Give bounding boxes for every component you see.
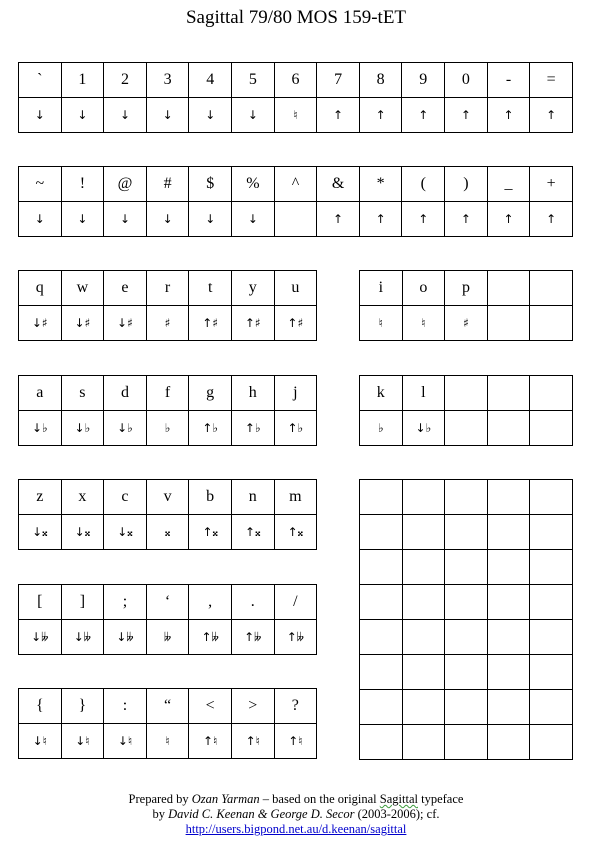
glyph-row bbox=[19, 98, 573, 133]
sagittal-glyph-cell: ♮ bbox=[360, 306, 403, 341]
key-cell: { bbox=[19, 689, 62, 724]
sagittal-glyph-cell: ↑𝄪 bbox=[274, 515, 317, 550]
glyph-row bbox=[19, 724, 317, 759]
empty-cell bbox=[360, 515, 403, 550]
glyph-row bbox=[19, 411, 317, 446]
sagittal-glyph-cell: ↑♮ bbox=[274, 724, 317, 759]
glyph-row bbox=[19, 306, 317, 341]
key-cell: a bbox=[19, 376, 62, 411]
key-table-kl bbox=[359, 375, 573, 446]
empty-cell bbox=[445, 515, 488, 550]
key-cell: = bbox=[530, 63, 573, 98]
sagittal-glyph-cell: ↑ bbox=[487, 202, 530, 237]
sagittal-glyph-cell: ↑ bbox=[317, 202, 360, 237]
empty-cell bbox=[445, 550, 488, 585]
sagittal-glyph-cell: ↓ bbox=[104, 202, 147, 237]
sagittal-glyph-cell: ♮ bbox=[402, 306, 445, 341]
empty-cell bbox=[445, 585, 488, 620]
empty-cell bbox=[360, 725, 403, 760]
key-cell: f bbox=[146, 376, 189, 411]
empty-cell bbox=[402, 725, 445, 760]
key-cell: y bbox=[231, 271, 274, 306]
sagittal-glyph-cell: ↑𝄪 bbox=[231, 515, 274, 550]
empty-cell bbox=[487, 655, 530, 690]
credit-suffix: typeface bbox=[418, 792, 464, 806]
key-cell: t bbox=[189, 271, 232, 306]
credit-prefix: Prepared by bbox=[128, 792, 192, 806]
key-cell: 9 bbox=[402, 63, 445, 98]
key-cell: ] bbox=[61, 585, 104, 620]
sagittal-glyph-cell bbox=[530, 306, 573, 341]
sagittal-glyph-cell: ♭ bbox=[146, 411, 189, 446]
empty-cell bbox=[360, 655, 403, 690]
key-row bbox=[19, 376, 317, 411]
key-row bbox=[19, 689, 317, 724]
creators-names: David C. Keenan & George D. Secor bbox=[168, 807, 355, 821]
key-cell bbox=[487, 376, 530, 411]
credit-dates: (2003-2006); cf. bbox=[354, 807, 440, 821]
typeface-name: Sagittal bbox=[379, 792, 418, 806]
key-cell: & bbox=[317, 167, 360, 202]
empty-row bbox=[360, 515, 573, 550]
key-cell bbox=[530, 376, 573, 411]
sagittal-glyph-cell: ↑ bbox=[530, 202, 573, 237]
key-cell: ) bbox=[445, 167, 488, 202]
sagittal-glyph-cell: ↑♮ bbox=[231, 724, 274, 759]
empty-cell bbox=[402, 515, 445, 550]
sagittal-glyph-cell: ↓𝄫 bbox=[104, 620, 147, 655]
sagittal-glyph-cell: ↓ bbox=[232, 98, 275, 133]
key-cell: * bbox=[359, 167, 402, 202]
sagittal-glyph-cell: ↑ bbox=[359, 98, 402, 133]
key-cell: i bbox=[360, 271, 403, 306]
key-cell: , bbox=[189, 585, 232, 620]
sagittal-glyph-cell: ♮ bbox=[146, 724, 189, 759]
empty-row bbox=[360, 655, 573, 690]
sagittal-glyph-cell: ↓𝄪 bbox=[19, 515, 62, 550]
sagittal-glyph-cell: ↑𝄫 bbox=[274, 620, 317, 655]
empty-cell bbox=[487, 585, 530, 620]
sagittal-glyph-cell: 𝄫 bbox=[146, 620, 189, 655]
sagittal-glyph-cell: ↑ bbox=[402, 202, 445, 237]
sagittal-glyph-cell: ↑ bbox=[402, 98, 445, 133]
empty-cell bbox=[487, 725, 530, 760]
key-cell: c bbox=[104, 480, 147, 515]
key-cell: + bbox=[530, 167, 573, 202]
key-cell: $ bbox=[189, 167, 232, 202]
sagittal-glyph-cell: ↑ bbox=[445, 202, 488, 237]
key-table-z-row bbox=[18, 479, 317, 550]
empty-cell bbox=[487, 690, 530, 725]
sagittal-glyph-cell: ↓♭ bbox=[402, 411, 445, 446]
empty-cell bbox=[402, 655, 445, 690]
key-cell: ‘ bbox=[146, 585, 189, 620]
page-title: Sagittal 79/80 MOS 159-tET bbox=[185, 7, 407, 28]
key-cell: ; bbox=[104, 585, 147, 620]
sagittal-glyph-cell: ↓ bbox=[61, 202, 104, 237]
empty-cell bbox=[530, 725, 573, 760]
credit-line-1 bbox=[0, 792, 592, 807]
key-cell: b bbox=[189, 480, 232, 515]
key-row bbox=[19, 63, 573, 98]
sagittal-glyph-cell: ↑♯ bbox=[274, 306, 317, 341]
key-table-number-row bbox=[18, 62, 573, 133]
key-row bbox=[19, 585, 317, 620]
key-cell: 6 bbox=[274, 63, 317, 98]
key-cell: l bbox=[402, 376, 445, 411]
sagittal-glyph-cell: ↑♭ bbox=[231, 411, 274, 446]
sagittal-glyph-cell: ♭ bbox=[360, 411, 403, 446]
sagittal-glyph-cell: ↓𝄫 bbox=[19, 620, 62, 655]
key-table-a-row bbox=[18, 375, 317, 446]
empty-cell bbox=[487, 480, 530, 515]
key-cell: ! bbox=[61, 167, 104, 202]
empty-cell bbox=[360, 585, 403, 620]
key-cell: s bbox=[61, 376, 104, 411]
sagittal-glyph-cell: ↑ bbox=[445, 98, 488, 133]
key-cell: . bbox=[231, 585, 274, 620]
key-table-bracket-row bbox=[18, 584, 317, 655]
sagittal-glyph-cell: ↓ bbox=[19, 98, 62, 133]
sagittal-glyph-cell bbox=[530, 411, 573, 446]
key-cell: / bbox=[274, 585, 317, 620]
sagittal-glyph-cell: ↑ bbox=[530, 98, 573, 133]
glyph-row bbox=[360, 411, 573, 446]
empty-row bbox=[360, 725, 573, 760]
sagittal-glyph-cell: ↑ bbox=[317, 98, 360, 133]
key-cell: 2 bbox=[104, 63, 147, 98]
empty-cell bbox=[445, 655, 488, 690]
empty-cell bbox=[487, 620, 530, 655]
sagittal-glyph-cell: ↓♭ bbox=[104, 411, 147, 446]
empty-cell bbox=[487, 550, 530, 585]
key-row bbox=[19, 480, 317, 515]
key-row bbox=[19, 271, 317, 306]
empty-cell bbox=[402, 550, 445, 585]
sagittal-glyph-cell: ↑♭ bbox=[274, 411, 317, 446]
key-cell: q bbox=[19, 271, 62, 306]
empty-cell bbox=[530, 480, 573, 515]
key-cell: - bbox=[487, 63, 530, 98]
sagittal-glyph-cell: ↑ bbox=[359, 202, 402, 237]
empty-row bbox=[360, 550, 573, 585]
key-cell: _ bbox=[487, 167, 530, 202]
key-cell: : bbox=[104, 689, 147, 724]
empty-cell bbox=[487, 515, 530, 550]
credit-by: by bbox=[152, 807, 169, 821]
key-row bbox=[19, 167, 573, 202]
credit-line-3 bbox=[0, 822, 592, 837]
key-cell: z bbox=[19, 480, 62, 515]
key-cell: j bbox=[274, 376, 317, 411]
key-cell: ? bbox=[274, 689, 317, 724]
sagittal-glyph-cell: ↑𝄫 bbox=[189, 620, 232, 655]
empty-grid bbox=[359, 479, 573, 760]
empty-row bbox=[360, 690, 573, 725]
sagittal-glyph-cell: ↓ bbox=[232, 202, 275, 237]
sagittal-url-link[interactable]: http://users.bigpond.net.au/d.keenan/sagittal bbox=[185, 822, 407, 836]
glyph-row bbox=[19, 515, 317, 550]
key-cell: v bbox=[146, 480, 189, 515]
empty-cell bbox=[445, 725, 488, 760]
key-row bbox=[360, 376, 573, 411]
empty-cell bbox=[530, 585, 573, 620]
key-cell bbox=[530, 271, 573, 306]
sagittal-glyph-cell: ♮ bbox=[274, 98, 317, 133]
sagittal-glyph-cell: ↓♯ bbox=[19, 306, 62, 341]
key-cell: h bbox=[231, 376, 274, 411]
sagittal-glyph-cell: ↓ bbox=[104, 98, 147, 133]
key-cell: r bbox=[146, 271, 189, 306]
key-cell: “ bbox=[146, 689, 189, 724]
key-cell: # bbox=[146, 167, 189, 202]
empty-row bbox=[360, 620, 573, 655]
sagittal-glyph-cell: ↑♭ bbox=[189, 411, 232, 446]
key-cell: ( bbox=[402, 167, 445, 202]
key-cell: 3 bbox=[146, 63, 189, 98]
key-cell: 1 bbox=[61, 63, 104, 98]
sagittal-glyph-cell: ♯ bbox=[146, 306, 189, 341]
key-row bbox=[360, 271, 573, 306]
empty-cell bbox=[530, 655, 573, 690]
sagittal-glyph-cell bbox=[487, 411, 530, 446]
sagittal-glyph-cell: 𝄪 bbox=[146, 515, 189, 550]
key-cell bbox=[445, 376, 488, 411]
sagittal-glyph-cell: ↓ bbox=[146, 202, 189, 237]
sagittal-glyph-cell: ↑𝄫 bbox=[231, 620, 274, 655]
key-cell: @ bbox=[104, 167, 147, 202]
key-cell: 4 bbox=[189, 63, 232, 98]
sagittal-glyph-cell: ↑ bbox=[487, 98, 530, 133]
key-cell: m bbox=[274, 480, 317, 515]
empty-cell bbox=[402, 690, 445, 725]
key-cell: d bbox=[104, 376, 147, 411]
key-cell bbox=[487, 271, 530, 306]
key-cell: < bbox=[189, 689, 232, 724]
empty-cell bbox=[360, 620, 403, 655]
empty-cell bbox=[402, 620, 445, 655]
key-cell: p bbox=[445, 271, 488, 306]
key-cell: ` bbox=[19, 63, 62, 98]
empty-cell bbox=[530, 515, 573, 550]
key-cell: o bbox=[402, 271, 445, 306]
key-cell: 7 bbox=[317, 63, 360, 98]
sagittal-glyph-cell: ↓ bbox=[189, 202, 232, 237]
empty-cell bbox=[530, 620, 573, 655]
key-cell: > bbox=[231, 689, 274, 724]
key-cell: [ bbox=[19, 585, 62, 620]
glyph-row bbox=[360, 306, 573, 341]
sagittal-glyph-cell: ↓♭ bbox=[19, 411, 62, 446]
empty-cell bbox=[445, 480, 488, 515]
sagittal-glyph-cell: ↓ bbox=[146, 98, 189, 133]
key-cell: 8 bbox=[359, 63, 402, 98]
key-table-brace-row bbox=[18, 688, 317, 759]
empty-cell bbox=[360, 480, 403, 515]
sagittal-glyph-cell bbox=[487, 306, 530, 341]
empty-cell bbox=[360, 550, 403, 585]
footer-credits bbox=[0, 792, 592, 837]
sagittal-glyph-cell: ↓ bbox=[61, 98, 104, 133]
empty-cell bbox=[445, 690, 488, 725]
empty-cell bbox=[402, 480, 445, 515]
empty-row bbox=[360, 585, 573, 620]
key-table-shift-number-row bbox=[18, 166, 573, 237]
sagittal-glyph-cell: ↓♮ bbox=[104, 724, 147, 759]
empty-cell bbox=[402, 585, 445, 620]
key-cell: ~ bbox=[19, 167, 62, 202]
key-cell: u bbox=[274, 271, 317, 306]
sagittal-glyph-cell: ↓♯ bbox=[61, 306, 104, 341]
author-name: Ozan Yarman bbox=[191, 792, 260, 806]
sagittal-glyph-cell bbox=[445, 411, 488, 446]
sagittal-glyph-cell: ↑𝄪 bbox=[189, 515, 232, 550]
empty-cell bbox=[530, 550, 573, 585]
credit-mid: – based on the original bbox=[259, 792, 380, 806]
key-cell: g bbox=[189, 376, 232, 411]
empty-cell bbox=[530, 690, 573, 725]
empty-cell bbox=[360, 690, 403, 725]
empty-row bbox=[360, 480, 573, 515]
glyph-row bbox=[19, 620, 317, 655]
sagittal-glyph-cell: ↓♮ bbox=[19, 724, 62, 759]
sagittal-glyph-cell: ↑♯ bbox=[231, 306, 274, 341]
glyph-row bbox=[19, 202, 573, 237]
sagittal-glyph-cell bbox=[274, 202, 317, 237]
sagittal-glyph-cell: ↑♯ bbox=[189, 306, 232, 341]
key-cell: 0 bbox=[445, 63, 488, 98]
key-cell: % bbox=[232, 167, 275, 202]
key-cell: ^ bbox=[274, 167, 317, 202]
sagittal-glyph-cell: ↓𝄪 bbox=[104, 515, 147, 550]
key-table-iop bbox=[359, 270, 573, 341]
key-cell: k bbox=[360, 376, 403, 411]
sagittal-glyph-cell: ↓♮ bbox=[61, 724, 104, 759]
key-cell: } bbox=[61, 689, 104, 724]
key-cell: w bbox=[61, 271, 104, 306]
sagittal-glyph-cell: ↓ bbox=[19, 202, 62, 237]
sagittal-glyph-cell: ↑♮ bbox=[189, 724, 232, 759]
sagittal-glyph-cell: ↓♭ bbox=[61, 411, 104, 446]
empty-cell bbox=[445, 620, 488, 655]
credit-line-2 bbox=[0, 807, 592, 822]
sagittal-glyph-cell: ♯ bbox=[445, 306, 488, 341]
key-cell: e bbox=[104, 271, 147, 306]
sagittal-glyph-cell: ↓ bbox=[189, 98, 232, 133]
sagittal-glyph-cell: ↓♯ bbox=[104, 306, 147, 341]
key-cell: x bbox=[61, 480, 104, 515]
key-table-q-row bbox=[18, 270, 317, 341]
sagittal-glyph-cell: ↓𝄫 bbox=[61, 620, 104, 655]
key-cell: 5 bbox=[232, 63, 275, 98]
key-cell: n bbox=[231, 480, 274, 515]
sagittal-glyph-cell: ↓𝄪 bbox=[61, 515, 104, 550]
